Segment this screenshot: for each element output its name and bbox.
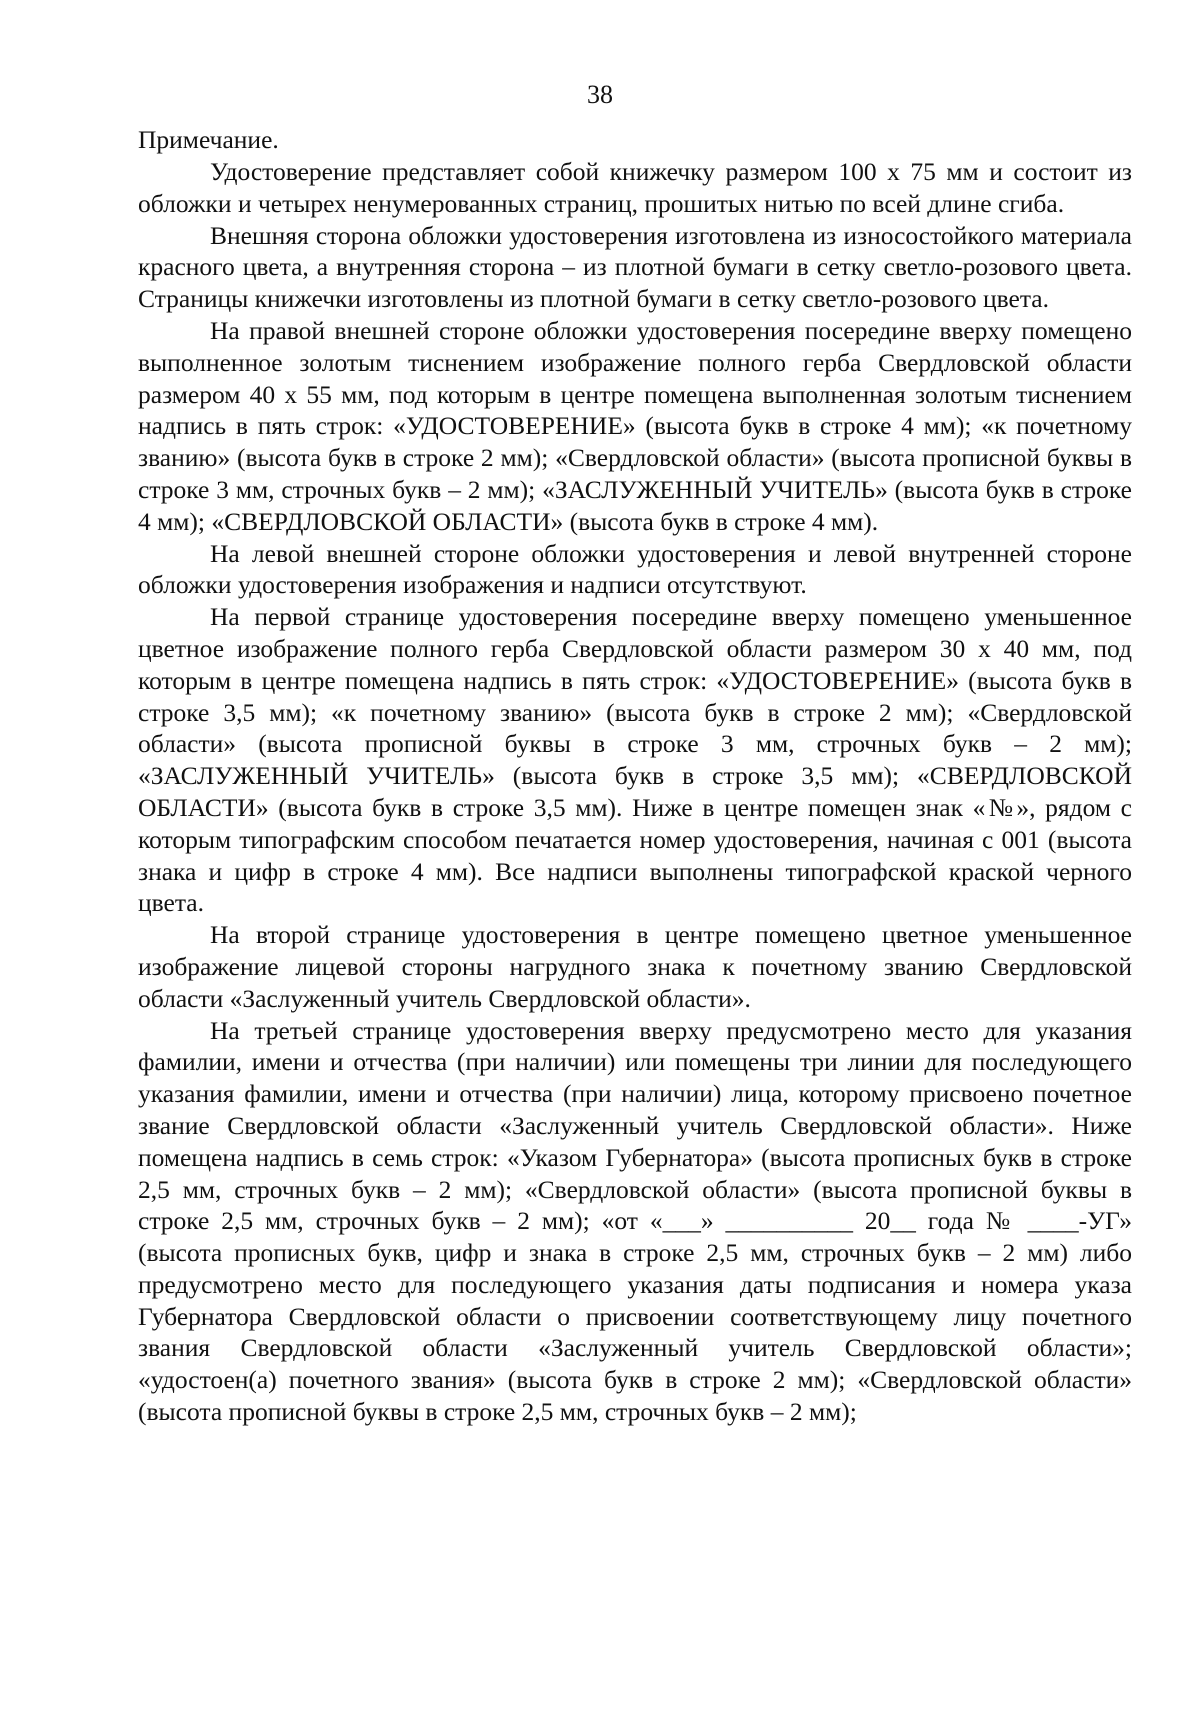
paragraph-left-cover: На левой внешней стороне обложки удостоверения и левой внутренней стороне обложки удостоверения изображения и надписи отсутствуют. xyxy=(138,538,1132,600)
paragraph-first-page: На первой странице удостоверения посередине вверху помещено уменьшенное цветное изображение полного герба Свердловской области размером 30 x 40 мм, под которым в центре помещена надпись в пять строк: «УДОСТОВЕРЕНИЕ» (высота букв в строке 3,5 мм); «к почетному званию» (высота букв в строке 2 мм); «Свердловской области» (высота прописной буквы в строке 3 мм, строчных букв – 2 мм); «ЗАСЛУЖЕННЫЙ УЧИТЕЛЬ» (высота букв в строке 3,5 мм); «СВЕРДЛОВСКОЙ ОБЛАСТИ» (высота букв в строке 3,5 мм). Ниже в центре помещен знак «№», рядом с которым типографским способом печатается номер удостоверения, начиная с 001 (высота знака и цифр в строке 4 мм). Все надписи выполнены типографской краской черного цвета. xyxy=(138,602,1132,918)
paragraph-right-outer-cover: На правой внешней стороне обложки удостоверения посередине вверху помещено выполненное золотым тиснением изображение полного герба Свердловской области размером 40 x 55 мм, под которым в центре помещена выполненная золотым тиснением надпись в пять строк: «УДОСТОВЕРЕНИЕ» (высота букв в строке 4 мм); «к почетному званию» (высота букв в строке 2 мм); «Свердловской области» (высота прописной буквы в строке 3 мм, строчных букв – 2 мм); «ЗАСЛУЖЕННЫЙ УЧИТЕЛЬ» (высота букв в строке 4 мм); «СВЕРДЛОВСКОЙ ОБЛАСТИ» (высота букв в строке 4 мм). xyxy=(138,315,1132,536)
paragraph-third-page: На третьей странице удостоверения вверху предусмотрено место для указания фамилии, имени и отчества (при наличии) или помещены три линии для последующего указания фамилии, имени и отчества (при наличии) лица, которому присвоено почетное звание Свердловской области «Заслуженный учитель Свердловской области». Ниже помещена надпись в семь строк: «Указом Губернатора» (высота прописных букв в строке 2,5 мм, строчных букв – 2 мм); «Свердловской области» (высота прописной буквы в строке 2,5 мм, строчных букв – 2 мм); «от «___» __________ 20__ года № ____-УГ» (высота прописных букв, цифр и знака в строке 2,5 мм, строчных букв – 2 мм) либо предусмотрено место для последующего указания даты подписания и номера указа Губернатора Свердловской области о присвоении соответствующему лицу почетного звания Свердловской области «Заслуженный учитель Свердловской области»; «удостоен(а) почетного звания» (высота букв в строке 2 мм); «Свердловской области» (высота прописной буквы в строке 2,5 мм, строчных букв – 2 мм); xyxy=(138,1015,1132,1427)
paragraph-second-page: На второй странице удостоверения в центре помещено цветное уменьшенное изображение лицевой стороны нагрудного знака к почетному званию Свердловской области «Заслуженный учитель Свердловской области». xyxy=(138,920,1132,1013)
paragraph-cover-material: Внешняя сторона обложки удостоверения изготовлена из износостойкого материала красного цвета, а внутренняя сторона – из плотной бумаги в сетку светло-розового цвета. Страницы книжечки изготовлены из плотной бумаги в сетку светло-розового цвета. xyxy=(138,220,1132,314)
document-body xyxy=(138,156,1132,1428)
note-title: Примечание. xyxy=(138,125,279,154)
paragraph-booklet-description: Удостоверение представляет собой книжечку размером 100 x 75 мм и состоит из обложки и четырех ненумерованных страниц, прошитых нитью по всей длине сгиба. xyxy=(138,157,1132,218)
page-number: 38 xyxy=(587,80,613,109)
